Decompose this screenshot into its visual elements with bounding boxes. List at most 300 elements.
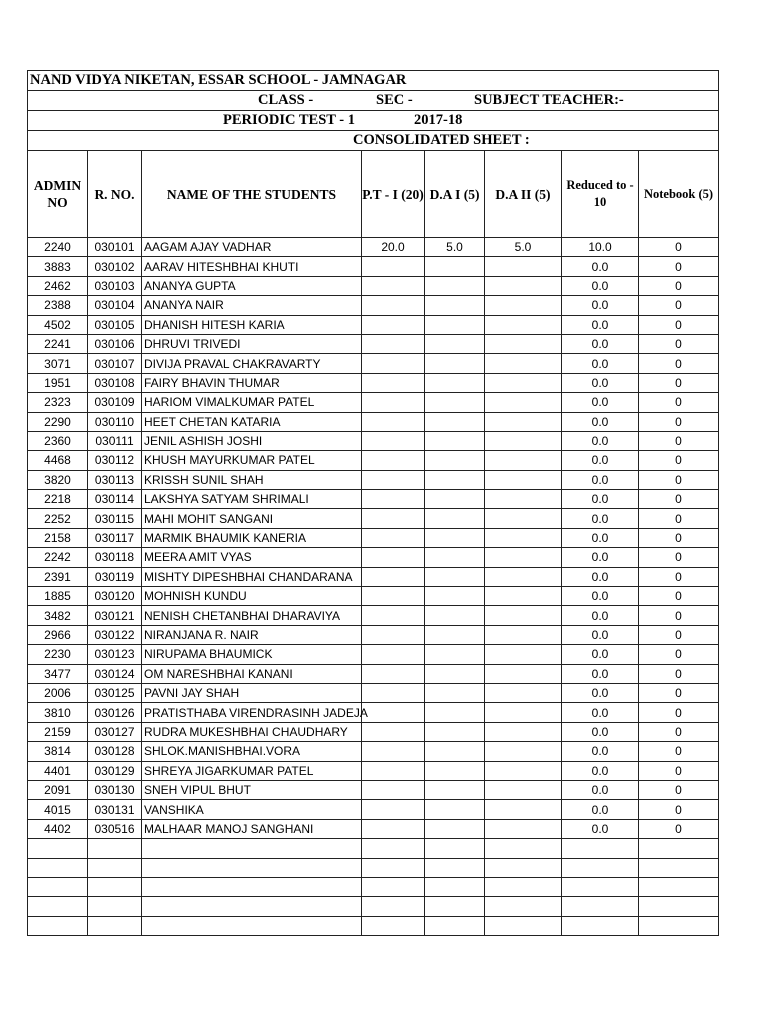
cell-notebook: 0 bbox=[639, 334, 719, 353]
cell-reduced: 0.0 bbox=[562, 761, 639, 780]
cell-da-2 bbox=[485, 296, 562, 315]
cell-pt-1 bbox=[362, 800, 425, 819]
cell-reduced: 0.0 bbox=[562, 703, 639, 722]
cell-da-1 bbox=[425, 276, 485, 295]
cell-pt-1 bbox=[362, 606, 425, 625]
table-row bbox=[28, 315, 719, 334]
cell-pt-1 bbox=[362, 431, 425, 450]
cell-student-name: DIVIJA PRAVAL CHAKRAVARTY bbox=[142, 354, 362, 373]
cell-da-1 bbox=[425, 780, 485, 799]
cell-student-name: DHANISH HITESH KARIA bbox=[142, 315, 362, 334]
cell-pt-1 bbox=[362, 819, 425, 838]
cell-reduced: 0.0 bbox=[562, 257, 639, 276]
cell-admin-no: 2388 bbox=[28, 296, 88, 315]
col-reduced: Reduced to - 10 bbox=[562, 151, 639, 238]
cell-admin-no: 4502 bbox=[28, 315, 88, 334]
cell-admin-no: 2391 bbox=[28, 567, 88, 586]
empty-cell bbox=[639, 858, 719, 877]
cell-reduced: 0.0 bbox=[562, 625, 639, 644]
cell-student-name: NIRUPAMA BHAUMICK bbox=[142, 645, 362, 664]
empty-cell bbox=[562, 858, 639, 877]
cell-pt-1 bbox=[362, 645, 425, 664]
table-row bbox=[28, 490, 719, 509]
cell-notebook: 0 bbox=[639, 742, 719, 761]
empty-cell bbox=[562, 877, 639, 896]
empty-cell bbox=[425, 897, 485, 916]
empty-cell bbox=[362, 897, 425, 916]
cell-student-name: VANSHIKA bbox=[142, 800, 362, 819]
cell-da-2 bbox=[485, 587, 562, 606]
empty-cell bbox=[485, 897, 562, 916]
cell-pt-1 bbox=[362, 703, 425, 722]
cell-reduced: 0.0 bbox=[562, 567, 639, 586]
table-row bbox=[28, 606, 719, 625]
cell-roll-no: 030131 bbox=[88, 800, 142, 819]
cell-roll-no: 030105 bbox=[88, 315, 142, 334]
cell-pt-1 bbox=[362, 528, 425, 547]
empty-cell bbox=[485, 916, 562, 935]
table-row bbox=[28, 354, 719, 373]
table-row bbox=[28, 373, 719, 392]
cell-da-1 bbox=[425, 431, 485, 450]
cell-roll-no: 030115 bbox=[88, 509, 142, 528]
cell-notebook: 0 bbox=[639, 606, 719, 625]
empty-cell bbox=[485, 858, 562, 877]
cell-admin-no: 4401 bbox=[28, 761, 88, 780]
empty-cell bbox=[28, 858, 88, 877]
cell-da-1 bbox=[425, 373, 485, 392]
cell-notebook: 0 bbox=[639, 296, 719, 315]
cell-student-name: HEET CHETAN KATARIA bbox=[142, 412, 362, 431]
cell-pt-1 bbox=[362, 354, 425, 373]
cell-da-2 bbox=[485, 722, 562, 741]
cell-da-1 bbox=[425, 393, 485, 412]
cell-admin-no: 3071 bbox=[28, 354, 88, 373]
cell-admin-no: 3477 bbox=[28, 664, 88, 683]
school-name: NAND VIDYA NIKETAN, ESSAR SCHOOL - JAMNAGAR bbox=[28, 71, 719, 91]
table-row bbox=[28, 742, 719, 761]
empty-cell bbox=[142, 897, 362, 916]
cell-da-1 bbox=[425, 819, 485, 838]
cell-roll-no: 030118 bbox=[88, 548, 142, 567]
table-row bbox=[28, 393, 719, 412]
cell-student-name: AARAV HITESHBHAI KHUTI bbox=[142, 257, 362, 276]
cell-da-1 bbox=[425, 528, 485, 547]
cell-notebook: 0 bbox=[639, 761, 719, 780]
cell-notebook: 0 bbox=[639, 257, 719, 276]
table-row bbox=[28, 412, 719, 431]
cell-pt-1 bbox=[362, 761, 425, 780]
table-row bbox=[28, 567, 719, 586]
cell-student-name: MARMIK BHAUMIK KANERIA bbox=[142, 528, 362, 547]
cell-da-2 bbox=[485, 664, 562, 683]
empty-cell bbox=[425, 916, 485, 935]
cell-da-2 bbox=[485, 509, 562, 528]
cell-roll-no: 030128 bbox=[88, 742, 142, 761]
cell-da-1 bbox=[425, 722, 485, 741]
cell-roll-no: 030110 bbox=[88, 412, 142, 431]
cell-student-name: MAHI MOHIT SANGANI bbox=[142, 509, 362, 528]
empty-row bbox=[28, 897, 719, 916]
cell-da-1 bbox=[425, 315, 485, 334]
cell-notebook: 0 bbox=[639, 373, 719, 392]
empty-cell bbox=[562, 897, 639, 916]
empty-cell bbox=[28, 877, 88, 896]
empty-cell bbox=[362, 877, 425, 896]
cell-roll-no: 030126 bbox=[88, 703, 142, 722]
consolidated-sheet-table bbox=[27, 70, 719, 936]
cell-reduced: 10.0 bbox=[562, 238, 639, 257]
cell-notebook: 0 bbox=[639, 431, 719, 450]
cell-roll-no: 030102 bbox=[88, 257, 142, 276]
cell-reduced: 0.0 bbox=[562, 780, 639, 799]
cell-admin-no: 2462 bbox=[28, 276, 88, 295]
cell-admin-no: 2242 bbox=[28, 548, 88, 567]
cell-da-1 bbox=[425, 548, 485, 567]
cell-da-1 bbox=[425, 354, 485, 373]
cell-pt-1 bbox=[362, 490, 425, 509]
cell-da-2 bbox=[485, 431, 562, 450]
cell-roll-no: 030107 bbox=[88, 354, 142, 373]
cell-reduced: 0.0 bbox=[562, 451, 639, 470]
table-row bbox=[28, 296, 719, 315]
empty-cell bbox=[88, 916, 142, 935]
cell-da-2 bbox=[485, 625, 562, 644]
cell-notebook: 0 bbox=[639, 800, 719, 819]
cell-reduced: 0.0 bbox=[562, 548, 639, 567]
cell-da-1 bbox=[425, 509, 485, 528]
table-row bbox=[28, 509, 719, 528]
cell-reduced: 0.0 bbox=[562, 742, 639, 761]
cell-roll-no: 030120 bbox=[88, 587, 142, 606]
cell-reduced: 0.0 bbox=[562, 412, 639, 431]
cell-student-name: MISHTY DIPESHBHAI CHANDARANA bbox=[142, 567, 362, 586]
cell-reduced: 0.0 bbox=[562, 664, 639, 683]
table-row bbox=[28, 645, 719, 664]
cell-reduced: 0.0 bbox=[562, 373, 639, 392]
table-row bbox=[28, 722, 719, 741]
empty-cell bbox=[88, 839, 142, 858]
table-row bbox=[28, 683, 719, 702]
cell-notebook: 0 bbox=[639, 393, 719, 412]
empty-cell bbox=[362, 916, 425, 935]
cell-pt-1 bbox=[362, 412, 425, 431]
cell-pt-1 bbox=[362, 548, 425, 567]
cell-da-2 bbox=[485, 645, 562, 664]
cell-da-1 bbox=[425, 761, 485, 780]
cell-da-1 bbox=[425, 703, 485, 722]
cell-da-2 bbox=[485, 548, 562, 567]
cell-roll-no: 030117 bbox=[88, 528, 142, 547]
cell-admin-no: 2360 bbox=[28, 431, 88, 450]
cell-roll-no: 030113 bbox=[88, 470, 142, 489]
col-roll-no: R. NO. bbox=[88, 151, 142, 238]
cell-student-name: FAIRY BHAVIN THUMAR bbox=[142, 373, 362, 392]
cell-da-2: 5.0 bbox=[485, 238, 562, 257]
empty-cell bbox=[639, 839, 719, 858]
cell-notebook: 0 bbox=[639, 722, 719, 741]
cell-da-2 bbox=[485, 412, 562, 431]
cell-da-2 bbox=[485, 567, 562, 586]
empty-cell bbox=[88, 877, 142, 896]
cell-da-2 bbox=[485, 800, 562, 819]
cell-roll-no: 030125 bbox=[88, 683, 142, 702]
cell-da-2 bbox=[485, 451, 562, 470]
cell-notebook: 0 bbox=[639, 548, 719, 567]
cell-admin-no: 2966 bbox=[28, 625, 88, 644]
table-row bbox=[28, 703, 719, 722]
cell-student-name: KHUSH MAYURKUMAR PATEL bbox=[142, 451, 362, 470]
empty-row bbox=[28, 916, 719, 935]
cell-pt-1 bbox=[362, 470, 425, 489]
cell-pt-1 bbox=[362, 451, 425, 470]
table-row bbox=[28, 761, 719, 780]
cell-da-1 bbox=[425, 257, 485, 276]
cell-roll-no: 030104 bbox=[88, 296, 142, 315]
cell-notebook: 0 bbox=[639, 625, 719, 644]
cell-student-name: RUDRA MUKESHBHAI CHAUDHARY bbox=[142, 722, 362, 741]
cell-da-1 bbox=[425, 490, 485, 509]
cell-reduced: 0.0 bbox=[562, 645, 639, 664]
empty-row bbox=[28, 877, 719, 896]
cell-student-name: HARIOM VIMALKUMAR PATEL bbox=[142, 393, 362, 412]
cell-reduced: 0.0 bbox=[562, 606, 639, 625]
table-row bbox=[28, 528, 719, 547]
cell-da-1 bbox=[425, 567, 485, 586]
cell-pt-1 bbox=[362, 509, 425, 528]
cell-pt-1 bbox=[362, 276, 425, 295]
cell-reduced: 0.0 bbox=[562, 587, 639, 606]
empty-row bbox=[28, 839, 719, 858]
cell-notebook: 0 bbox=[639, 315, 719, 334]
cell-reduced: 0.0 bbox=[562, 683, 639, 702]
cell-notebook: 0 bbox=[639, 703, 719, 722]
class-line bbox=[28, 91, 719, 111]
cell-da-1 bbox=[425, 683, 485, 702]
cell-notebook: 0 bbox=[639, 645, 719, 664]
cell-da-1 bbox=[425, 800, 485, 819]
cell-reduced: 0.0 bbox=[562, 276, 639, 295]
col-admin-no: ADMIN NO bbox=[28, 151, 88, 238]
cell-da-1 bbox=[425, 664, 485, 683]
cell-roll-no: 030119 bbox=[88, 567, 142, 586]
empty-row bbox=[28, 858, 719, 877]
cell-roll-no: 030106 bbox=[88, 334, 142, 353]
col-student-name: NAME OF THE STUDENTS bbox=[142, 151, 362, 238]
empty-cell bbox=[425, 877, 485, 896]
subject-teacher-label: SUBJECT TEACHER:- bbox=[474, 92, 624, 108]
cell-roll-no: 030127 bbox=[88, 722, 142, 741]
cell-admin-no: 4015 bbox=[28, 800, 88, 819]
cell-da-1 bbox=[425, 470, 485, 489]
cell-student-name: OM NARESHBHAI KANANI bbox=[142, 664, 362, 683]
cell-da-2 bbox=[485, 780, 562, 799]
cell-admin-no: 2252 bbox=[28, 509, 88, 528]
table-row bbox=[28, 664, 719, 683]
test-line bbox=[28, 111, 719, 131]
cell-student-name: SNEH VIPUL BHUT bbox=[142, 780, 362, 799]
cell-roll-no: 030112 bbox=[88, 451, 142, 470]
cell-roll-no: 030130 bbox=[88, 780, 142, 799]
cell-pt-1 bbox=[362, 257, 425, 276]
cell-roll-no: 030103 bbox=[88, 276, 142, 295]
consolidated-sheet-label: CONSOLIDATED SHEET : bbox=[353, 132, 530, 148]
table-row bbox=[28, 451, 719, 470]
table-row bbox=[28, 431, 719, 450]
cell-notebook: 0 bbox=[639, 354, 719, 373]
cell-pt-1 bbox=[362, 780, 425, 799]
cell-admin-no: 3482 bbox=[28, 606, 88, 625]
cell-admin-no: 2230 bbox=[28, 645, 88, 664]
cell-roll-no: 030111 bbox=[88, 431, 142, 450]
empty-cell bbox=[562, 839, 639, 858]
cell-da-1 bbox=[425, 334, 485, 353]
cell-reduced: 0.0 bbox=[562, 819, 639, 838]
cell-student-name: SHLOK.MANISHBHAI.VORA bbox=[142, 742, 362, 761]
cell-admin-no: 3820 bbox=[28, 470, 88, 489]
cell-admin-no: 4468 bbox=[28, 451, 88, 470]
cell-roll-no: 030114 bbox=[88, 490, 142, 509]
empty-cell bbox=[28, 897, 88, 916]
academic-year: 2017-18 bbox=[414, 112, 463, 128]
cell-admin-no: 3883 bbox=[28, 257, 88, 276]
cell-da-1 bbox=[425, 412, 485, 431]
cell-da-2 bbox=[485, 703, 562, 722]
cell-reduced: 0.0 bbox=[562, 722, 639, 741]
cell-student-name: ANANYA GUPTA bbox=[142, 276, 362, 295]
cell-student-name: NIRANJANA R. NAIR bbox=[142, 625, 362, 644]
cell-reduced: 0.0 bbox=[562, 509, 639, 528]
sheet-line bbox=[28, 131, 719, 151]
cell-reduced: 0.0 bbox=[562, 490, 639, 509]
cell-student-name: JENIL ASHISH JOSHI bbox=[142, 431, 362, 450]
cell-notebook: 0 bbox=[639, 587, 719, 606]
cell-roll-no: 030121 bbox=[88, 606, 142, 625]
table-row bbox=[28, 238, 719, 257]
cell-da-1 bbox=[425, 587, 485, 606]
cell-da-2 bbox=[485, 819, 562, 838]
cell-pt-1 bbox=[362, 393, 425, 412]
cell-reduced: 0.0 bbox=[562, 431, 639, 450]
cell-admin-no: 3810 bbox=[28, 703, 88, 722]
cell-student-name: PRATISTHABA VIRENDRASINH JADEJA bbox=[142, 703, 362, 722]
cell-notebook: 0 bbox=[639, 780, 719, 799]
empty-cell bbox=[639, 897, 719, 916]
cell-reduced: 0.0 bbox=[562, 296, 639, 315]
cell-da-2 bbox=[485, 334, 562, 353]
cell-roll-no: 030101 bbox=[88, 238, 142, 257]
table-row bbox=[28, 819, 719, 838]
cell-da-1 bbox=[425, 451, 485, 470]
cell-admin-no: 3814 bbox=[28, 742, 88, 761]
cell-pt-1 bbox=[362, 315, 425, 334]
cell-notebook: 0 bbox=[639, 238, 719, 257]
cell-da-2 bbox=[485, 742, 562, 761]
cell-admin-no: 2241 bbox=[28, 334, 88, 353]
cell-admin-no: 2158 bbox=[28, 528, 88, 547]
col-pt-1: P.T - I (20) bbox=[362, 151, 425, 238]
cell-da-1 bbox=[425, 625, 485, 644]
cell-da-2 bbox=[485, 490, 562, 509]
cell-da-1 bbox=[425, 742, 485, 761]
cell-pt-1 bbox=[362, 683, 425, 702]
cell-pt-1 bbox=[362, 296, 425, 315]
cell-da-1 bbox=[425, 606, 485, 625]
table-row bbox=[28, 548, 719, 567]
cell-reduced: 0.0 bbox=[562, 800, 639, 819]
empty-cell bbox=[142, 858, 362, 877]
cell-pt-1 bbox=[362, 567, 425, 586]
empty-cell bbox=[142, 916, 362, 935]
cell-reduced: 0.0 bbox=[562, 315, 639, 334]
cell-admin-no: 2323 bbox=[28, 393, 88, 412]
cell-notebook: 0 bbox=[639, 567, 719, 586]
cell-pt-1: 20.0 bbox=[362, 238, 425, 257]
col-da-1: D.A I (5) bbox=[425, 151, 485, 238]
table-row bbox=[28, 587, 719, 606]
cell-pt-1 bbox=[362, 664, 425, 683]
cell-admin-no: 2159 bbox=[28, 722, 88, 741]
cell-da-2 bbox=[485, 761, 562, 780]
cell-da-2 bbox=[485, 528, 562, 547]
empty-cell bbox=[88, 897, 142, 916]
table-row bbox=[28, 625, 719, 644]
cell-pt-1 bbox=[362, 587, 425, 606]
cell-admin-no: 2240 bbox=[28, 238, 88, 257]
cell-roll-no: 030516 bbox=[88, 819, 142, 838]
cell-da-2 bbox=[485, 257, 562, 276]
cell-roll-no: 030109 bbox=[88, 393, 142, 412]
cell-student-name: LAKSHYA SATYAM SHRIMALI bbox=[142, 490, 362, 509]
table-row bbox=[28, 780, 719, 799]
cell-da-2 bbox=[485, 683, 562, 702]
empty-cell bbox=[142, 839, 362, 858]
cell-pt-1 bbox=[362, 625, 425, 644]
empty-cell bbox=[485, 839, 562, 858]
cell-admin-no: 2218 bbox=[28, 490, 88, 509]
empty-cell bbox=[425, 839, 485, 858]
cell-da-2 bbox=[485, 606, 562, 625]
cell-roll-no: 030124 bbox=[88, 664, 142, 683]
cell-da-2 bbox=[485, 354, 562, 373]
cell-student-name: DHRUVI TRIVEDI bbox=[142, 334, 362, 353]
cell-notebook: 0 bbox=[639, 664, 719, 683]
empty-cell bbox=[425, 858, 485, 877]
empty-cell bbox=[142, 877, 362, 896]
cell-admin-no: 1885 bbox=[28, 587, 88, 606]
col-notebook: Notebook (5) bbox=[639, 151, 719, 238]
cell-notebook: 0 bbox=[639, 819, 719, 838]
empty-cell bbox=[562, 916, 639, 935]
empty-cell bbox=[362, 858, 425, 877]
cell-notebook: 0 bbox=[639, 528, 719, 547]
table-row bbox=[28, 470, 719, 489]
cell-student-name: ANANYA NAIR bbox=[142, 296, 362, 315]
cell-notebook: 0 bbox=[639, 509, 719, 528]
cell-notebook: 0 bbox=[639, 470, 719, 489]
periodic-test-label: PERIODIC TEST - 1 bbox=[223, 112, 356, 128]
empty-cell bbox=[28, 916, 88, 935]
cell-pt-1 bbox=[362, 373, 425, 392]
cell-da-2 bbox=[485, 315, 562, 334]
table-row bbox=[28, 257, 719, 276]
cell-reduced: 0.0 bbox=[562, 354, 639, 373]
cell-notebook: 0 bbox=[639, 412, 719, 431]
cell-admin-no: 2091 bbox=[28, 780, 88, 799]
column-header-row bbox=[28, 151, 719, 238]
cell-student-name: MOHNISH KUNDU bbox=[142, 587, 362, 606]
empty-cell bbox=[639, 877, 719, 896]
